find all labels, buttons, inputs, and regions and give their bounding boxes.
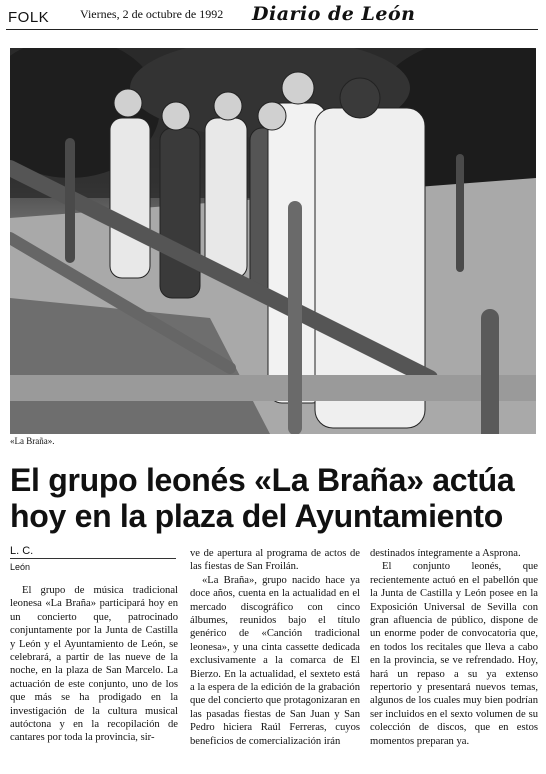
paragraph: El conjunto leonés, que recientemente actuó en el pabellón que la Junta de Castilla y León posee en la Exposición Universal de Sevilla con gran afluencia de público, dispone de un enorme poder de convocatoria que, en todos los recitales que lleva a cabo en la provincia, se ve refrendado. Hoy, hará un repaso a su ya extenso repertorio y presentará nuevos temas, algunos de los cuales muy bien podrían ser incluidos en el sexto volumen de su colección de discos, que en estos momentos preparan ya. [370,561,538,747]
paragraph: ve de apertura al programa de actos de las fiestas de San Froilán. [190,548,360,573]
article-column-2 [190,547,360,748]
paragraph: «La Braña», grupo nacido hace ya doce años, cuenta en la actualidad en el mercado discográfico con cinco álbumes, reunidos bajo el título genérico de «Canción tradicional leonesa», y una cinta cassette dedicada exclusivamente a la comarca de El Bierzo. En la actualidad, el sexteto está a la espera de la edición de la grabación que del concierto que protagonizaran en las pasadas fiestas de San Juan y San Pedro hiciera Raúl Ferreras, cuyos beneficios de comercialización irán [190,574,360,747]
newspaper-masthead: Diario de León [252,3,416,25]
article-column-3 [370,547,538,748]
byline-rule [10,558,176,559]
byline: L. C. [10,545,34,557]
headline-line-1: El grupo leonés «La Braña» actúa [10,462,515,498]
headline-line-2: hoy en la plaza del Ayuntamiento [10,498,504,534]
page-header [0,0,546,30]
header-rule [6,29,538,30]
paragraph: destinados íntegramente a Asprona. [370,548,521,559]
article-headline [10,462,540,534]
article-column-1 [10,584,178,745]
publication-date: Viernes, 2 de octubre de 1992 [80,7,224,21]
dateline-place: León [10,562,31,572]
section-label: FOLK [8,9,50,26]
group-photo [10,48,536,434]
photo-caption: «La Braña». [10,436,55,446]
paragraph: El grupo de música tradicional leonesa «La Braña» participará hoy en un concierto que, patrocinado conjuntamente por la Junta de Castilla y León y el Ayuntamiento de León, se celebrará, a partir de las nueve de la noche, en la plaza de San Marcelo. La actuación de este conjunto, uno de los que más se ha prodigado en la investigación de la cultura musical autóctona y en la recopilación de cantares por toda la provincia, sir- [10,585,178,744]
